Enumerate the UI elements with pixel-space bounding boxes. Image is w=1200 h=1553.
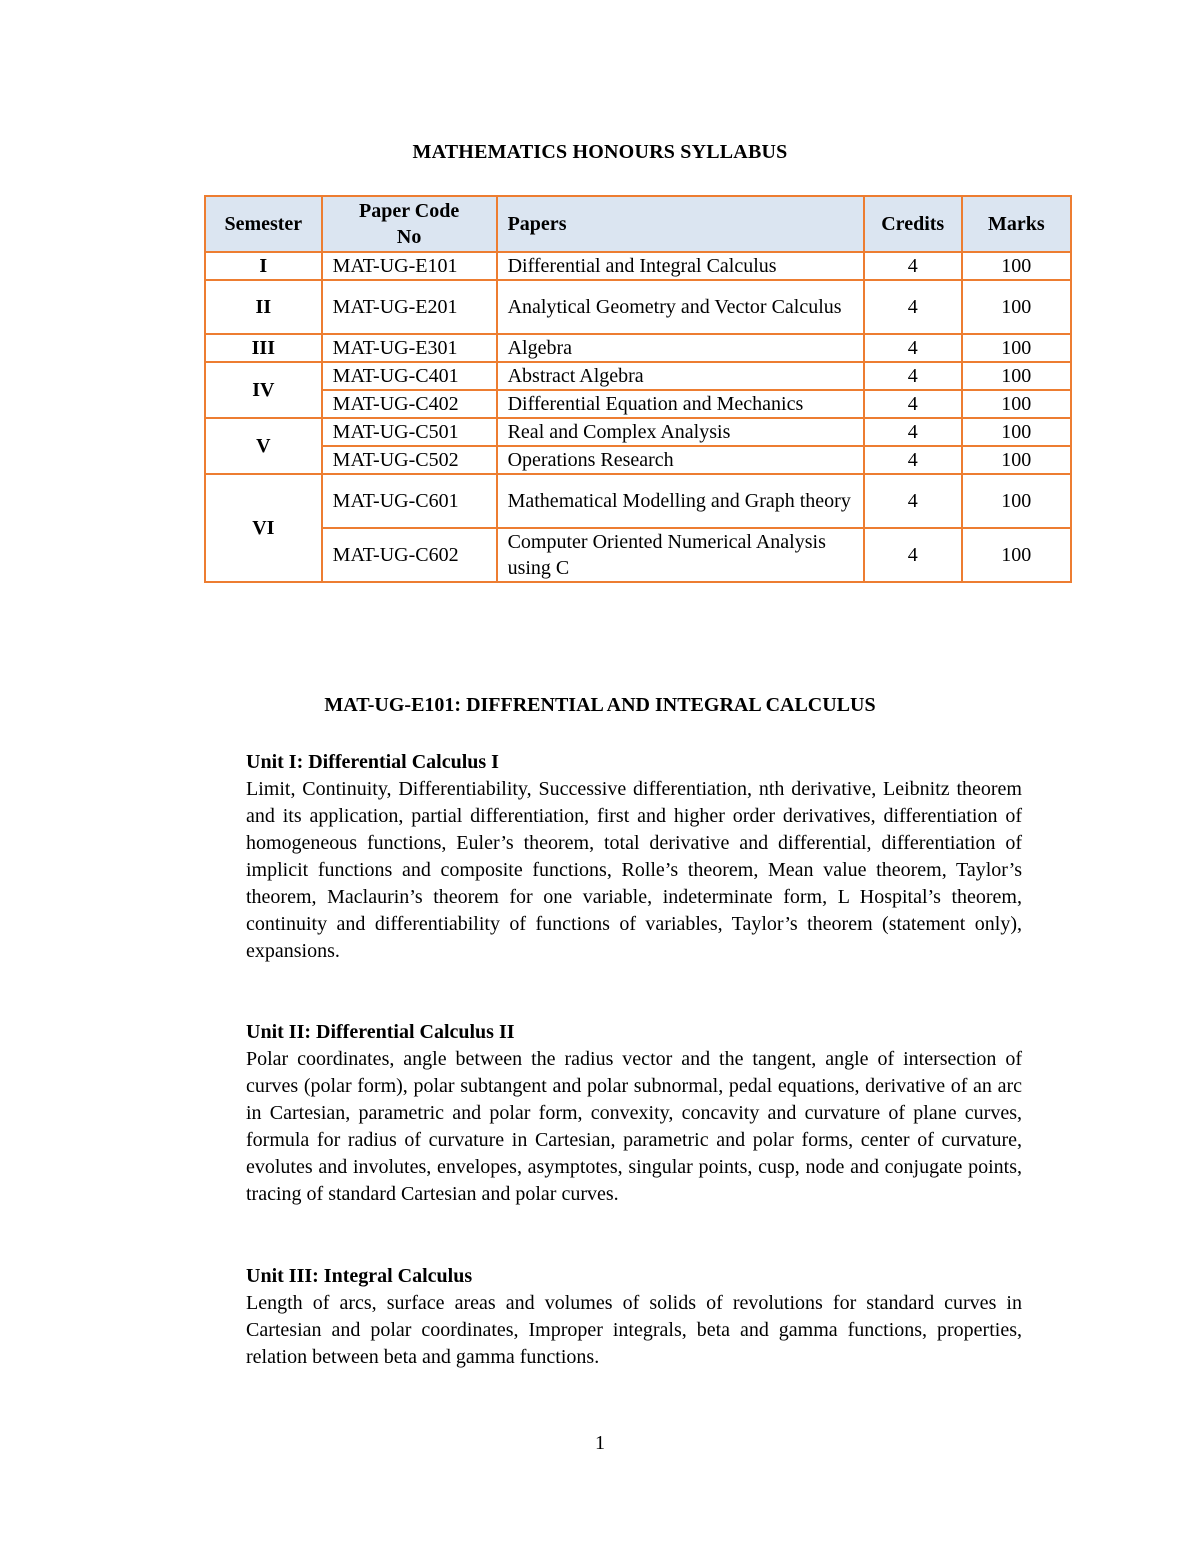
unit-body: Length of arcs, surface areas and volumes of solids of revolutions for standard curves in Cartesian and polar coordinates, Improper integrals, beta and gamma functions, properties, relation between beta and gamma functions. xyxy=(246,1292,1022,1368)
unit-body: Limit, Continuity, Differentiability, Successive differentiation, nth derivative, Leibnitz theorem and its application, partial differentiation, first and higher order derivatives, differentiation of homogeneous functions, Euler’s theorem, total derivative and differential, differentiation of implicit functions and composite functions, Rolle’s theorem, Mean value theorem, Taylor’s theorem, Maclaurin’s theorem for one variable, indeterminate form, L Hospital’s theorem, continuity and differentiability of functions of variables, Taylor’s theorem (statement only), expansions. xyxy=(246,778,1022,962)
page-title: MATHEMATICS HONOURS SYLLABUS xyxy=(412,141,788,163)
table-row xyxy=(205,528,1071,582)
marks-cell: 100 xyxy=(962,418,1071,446)
marks-cell: 100 xyxy=(962,528,1071,582)
table-header-row xyxy=(205,196,1071,252)
table-row xyxy=(205,362,1071,390)
paper-name-cell: Differential and Integral Calculus xyxy=(497,252,864,280)
table-row xyxy=(205,252,1071,280)
unit-section xyxy=(246,1263,1022,1371)
paper-name-cell: Computer Oriented Numerical Analysis using C xyxy=(497,528,864,582)
credits-cell: 4 xyxy=(864,528,962,582)
header-credits: Credits xyxy=(864,196,962,252)
syllabus-table xyxy=(204,195,1072,583)
paper-code-cell: MAT-UG-E101 xyxy=(322,252,497,280)
page-number: 1 xyxy=(595,1432,605,1454)
course-heading: MAT-UG-E101: DIFFRENTIAL AND INTEGRAL CALCULUS xyxy=(324,694,876,716)
paper-code-cell: MAT-UG-C402 xyxy=(322,390,497,418)
paper-name-cell: Differential Equation and Mechanics xyxy=(497,390,864,418)
paper-code-cell: MAT-UG-E201 xyxy=(322,280,497,334)
marks-cell: 100 xyxy=(962,390,1071,418)
unit-body: Polar coordinates, angle between the radius vector and the tangent, angle of intersection of curves (polar form), polar subtangent and polar subnormal, pedal equations, derivative of an arc in Cartesian, parametric and polar form, convexity, concavity and curvature of plane curves, formula for radius of curvature in Cartesian, parametric and polar forms, center of curvature, evolutes and involutes, envelopes, asymptotes, singular points, cusp, node and conjugate points, tracing of standard Cartesian and polar curves. xyxy=(246,1048,1022,1205)
table-row xyxy=(205,280,1071,334)
table-row xyxy=(205,474,1071,528)
unit-title: Unit II: Differential Calculus II xyxy=(246,1021,515,1043)
semester-cell: II xyxy=(205,280,322,334)
marks-cell: 100 xyxy=(962,362,1071,390)
table-row xyxy=(205,334,1071,362)
marks-cell: 100 xyxy=(962,334,1071,362)
table-row xyxy=(205,390,1071,418)
unit-section xyxy=(246,749,1022,965)
semester-cell: I xyxy=(205,252,322,280)
semester-cell: VI xyxy=(205,474,322,582)
semester-cell: III xyxy=(205,334,322,362)
credits-cell: 4 xyxy=(864,418,962,446)
credits-cell: 4 xyxy=(864,280,962,334)
paper-code-cell: MAT-UG-E301 xyxy=(322,334,497,362)
header-papers: Papers xyxy=(497,196,864,252)
paper-name-cell: Abstract Algebra xyxy=(497,362,864,390)
marks-cell: 100 xyxy=(962,252,1071,280)
paper-code-cell: MAT-UG-C502 xyxy=(322,446,497,474)
credits-cell: 4 xyxy=(864,362,962,390)
header-paper-code-line1: Paper Code xyxy=(359,200,460,222)
paper-name-cell: Analytical Geometry and Vector Calculus xyxy=(497,280,864,334)
semester-cell: IV xyxy=(205,362,322,418)
paper-code-cell: MAT-UG-C602 xyxy=(322,528,497,582)
credits-cell: 4 xyxy=(864,334,962,362)
header-paper-code-line2: No xyxy=(396,226,422,248)
table-row xyxy=(205,418,1071,446)
credits-cell: 4 xyxy=(864,474,962,528)
marks-cell: 100 xyxy=(962,280,1071,334)
header-marks: Marks xyxy=(962,196,1071,252)
paper-code-cell: MAT-UG-C601 xyxy=(322,474,497,528)
credits-cell: 4 xyxy=(864,390,962,418)
paper-name-cell: Real and Complex Analysis xyxy=(497,418,864,446)
header-paper-code xyxy=(322,196,497,252)
header-semester: Semester xyxy=(205,196,322,252)
paper-code-cell: MAT-UG-C401 xyxy=(322,362,497,390)
unit-title: Unit I: Differential Calculus I xyxy=(246,751,499,773)
semester-cell: V xyxy=(205,418,322,474)
credits-cell: 4 xyxy=(864,252,962,280)
paper-name-cell: Mathematical Modelling and Graph theory xyxy=(497,474,864,528)
paper-name-cell: Algebra xyxy=(497,334,864,362)
marks-cell: 100 xyxy=(962,446,1071,474)
unit-section xyxy=(246,1019,1022,1208)
paper-name-cell: Operations Research xyxy=(497,446,864,474)
credits-cell: 4 xyxy=(864,446,962,474)
marks-cell: 100 xyxy=(962,474,1071,528)
table-row xyxy=(205,446,1071,474)
paper-code-cell: MAT-UG-C501 xyxy=(322,418,497,446)
unit-title: Unit III: Integral Calculus xyxy=(246,1265,473,1287)
